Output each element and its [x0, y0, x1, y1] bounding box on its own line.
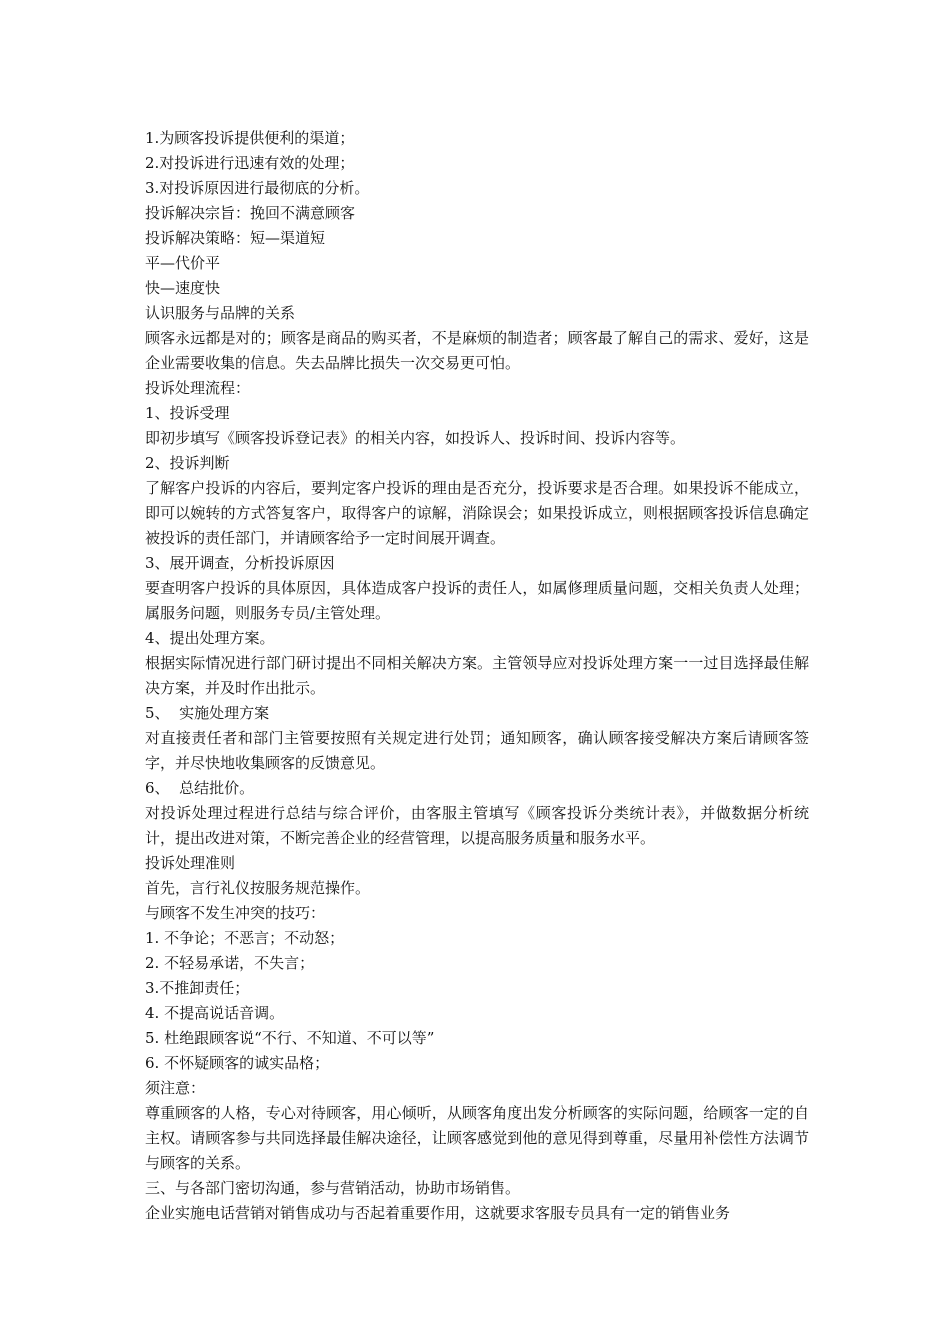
step-heading: 1、投诉受理 [145, 404, 230, 422]
paragraph: 首先，言行礼仪按服务规范操作。 [145, 879, 371, 897]
step-heading: 6、 总结批价。 [145, 779, 255, 797]
list-item: 3.不推卸责任； [145, 979, 250, 997]
list-item: 4. 不提高说话音调。 [145, 1004, 285, 1022]
list-item: 2.对投诉进行迅速有效的处理； [145, 154, 355, 172]
paragraph: 与顾客不发生冲突的技巧： [145, 904, 326, 922]
list-item: 1. 不争论；不恶言；不动怒； [145, 929, 345, 947]
list-item: 2. 不轻易承诺，不失言； [145, 954, 315, 972]
list-item: 5. 杜绝跟顾客说“不行、不知道、不可以等” [145, 1029, 435, 1047]
paragraph: 投诉解决宗旨：挽回不满意顾客 [145, 204, 356, 222]
paragraph: 根据实际情况进行部门研讨提出不同相关解决方案。主管领导应对投诉处理方案一一过目选择最佳解决方案，并及时作出批示。 [145, 654, 809, 697]
document-body [145, 126, 809, 1226]
paragraph: 要查明客户投诉的具体原因，具体造成客户投诉的责任人，如属修理质量问题，交相关负责人处理；属服务问题，则服务专员/主管处理。 [145, 579, 809, 622]
section-heading: 须注意： [145, 1079, 206, 1097]
paragraph: 对投诉处理过程进行总结与综合评价，由客服主管填写《顾客投诉分类统计表》，并做数据分析统计，提出改进对策，不断完善企业的经营管理，以提高服务质量和服务水平。 [145, 804, 809, 847]
paragraph: 企业实施电话营销对销售成功与否起着重要作用，这就要求客服专员具有一定的销售业务 [145, 1204, 731, 1222]
paragraph: 对直接责任者和部门主管要按照有关规定进行处罚；通知顾客，确认顾客接受解决方案后请顾客签字，并尽快地收集顾客的反馈意见。 [145, 729, 809, 772]
section-heading: 三、与各部门密切沟通，参与营销活动，协助市场销售。 [145, 1179, 521, 1197]
list-item: 6. 不怀疑顾客的诚实品格； [145, 1054, 330, 1072]
step-heading: 5、 实施处理方案 [145, 704, 270, 722]
step-heading: 4、提出处理方案。 [145, 629, 275, 647]
paragraph: 平—代价平 [145, 254, 221, 272]
step-heading: 2、投诉判断 [145, 454, 230, 472]
paragraph: 了解客户投诉的内容后，要判定客户投诉的理由是否充分，投诉要求是否合理。如果投诉不能成立，即可以婉转的方式答复客户，取得客户的谅解，消除误会；如果投诉成立，则根据顾客投诉信息确定被投诉的责任部门，并请顾客给予一定时间展开调查。 [145, 479, 809, 547]
paragraph: 快—速度快 [145, 279, 221, 297]
section-heading: 投诉处理准则 [145, 854, 236, 872]
paragraph: 尊重顾客的人格，专心对待顾客，用心倾听，从顾客角度出发分析顾客的实际问题，给顾客一定的自主权。请顾客参与共同选择最佳解决途径，让顾客感觉到他的意见得到尊重，尽量用补偿性方法调节与顾客的关系。 [145, 1104, 809, 1172]
section-heading: 投诉处理流程： [145, 379, 251, 397]
step-heading: 3、展开调查，分析投诉原因 [145, 554, 335, 572]
list-item: 3.对投诉原因进行最彻底的分析。 [145, 179, 370, 197]
paragraph: 投诉解决策略：短—渠道短 [145, 229, 326, 247]
list-item: 1.为顾客投诉提供便利的渠道； [145, 129, 355, 147]
paragraph: 即初步填写《顾客投诉登记表》的相关内容，如投诉人、投诉时间、投诉内容等。 [145, 429, 686, 447]
paragraph: 顾客永远都是对的；顾客是商品的购买者，不是麻烦的制造者；顾客最了解自己的需求、爱好，这是企业需要收集的信息。失去品牌比损失一次交易更可怕。 [145, 329, 809, 372]
section-heading: 认识服务与品牌的关系 [145, 304, 296, 322]
